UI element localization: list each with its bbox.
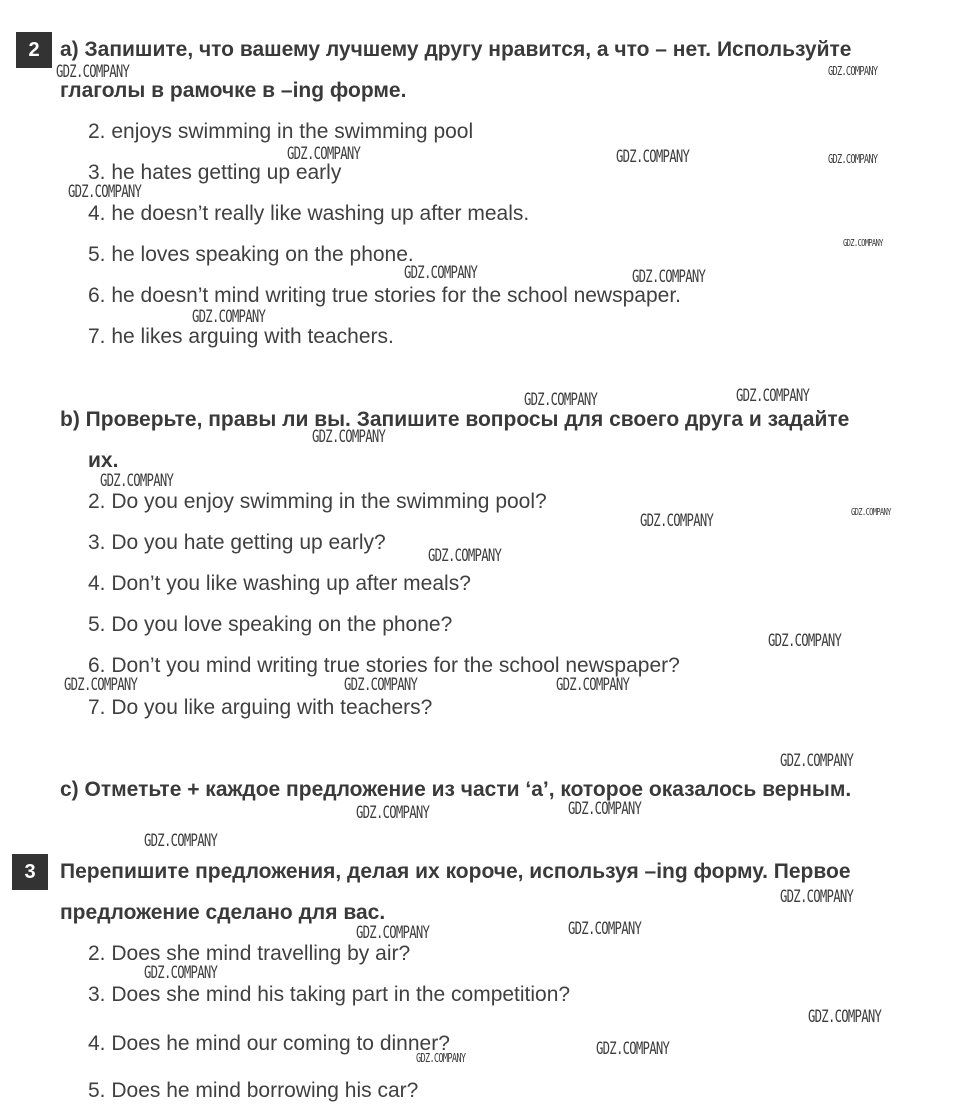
- list-item: 4. Does he mind our coming to dinner?: [88, 1032, 450, 1055]
- exercise-2a-heading: a) Запишите, что вашему лучшему другу нравится, а что – нет. Используйте: [60, 38, 852, 61]
- list-item: 2. enjoys swimming in the swimming pool: [88, 120, 474, 143]
- exercise-2b-heading: b) Проверьте, правы ли вы. Запишите вопросы для своего друга и задайте: [60, 408, 850, 431]
- watermark: GDZ.COMPANY: [100, 471, 174, 491]
- list-item: 5. he loves speaking on the phone.: [88, 243, 414, 266]
- watermark: GDZ.COMPANY: [428, 546, 502, 566]
- watermark: GDZ.COMPANY: [192, 307, 266, 327]
- watermark: GDZ.COMPANY: [144, 963, 218, 983]
- list-item: 2. Do you enjoy swimming in the swimming pool?: [88, 490, 547, 513]
- exercise-number-badge: 3: [12, 854, 48, 890]
- watermark: GDZ.COMPANY: [828, 152, 878, 166]
- watermark: GDZ.COMPANY: [736, 386, 810, 406]
- list-item: 7. Do you like arguing with teachers?: [88, 696, 433, 719]
- exercise-3-heading: Перепишите предложения, делая их короче, используя –ing форму. Первое: [60, 860, 851, 883]
- exercise-2a-heading: глаголы в рамочке в –ing форме.: [60, 79, 407, 102]
- list-item: 4. Don’t you like washing up after meals?: [88, 572, 471, 595]
- watermark: GDZ.COMPANY: [780, 887, 854, 907]
- exercise-2c-heading: c) Отметьте + каждое предложение из части ‘a’, которое оказалось верным.: [60, 778, 852, 801]
- list-item: 3. Does she mind his taking part in the competition?: [88, 983, 571, 1006]
- watermark: GDZ.COMPANY: [780, 751, 854, 771]
- watermark: GDZ.COMPANY: [632, 267, 706, 287]
- watermark: GDZ.COMPANY: [640, 511, 714, 531]
- list-item: 6. he doesn’t mind writing true stories for the school newspaper.: [88, 284, 681, 307]
- watermark: GDZ.COMPANY: [404, 263, 478, 283]
- watermark: GDZ.COMPANY: [843, 238, 883, 249]
- watermark: GDZ.COMPANY: [568, 799, 642, 819]
- watermark: GDZ.COMPANY: [68, 182, 142, 202]
- list-item: 4. he doesn’t really like washing up after meals.: [88, 202, 530, 225]
- watermark: GDZ.COMPANY: [828, 64, 878, 78]
- watermark: GDZ.COMPANY: [596, 1039, 670, 1059]
- list-item: 7. he likes arguing with teachers.: [88, 325, 394, 348]
- watermark: GDZ.COMPANY: [356, 923, 430, 943]
- list-item: 6. Don’t you mind writing true stories for the school newspaper?: [88, 654, 680, 677]
- watermark: GDZ.COMPANY: [524, 390, 598, 410]
- watermark: GDZ.COMPANY: [768, 631, 842, 651]
- watermark: GDZ.COMPANY: [556, 675, 630, 695]
- watermark: GDZ.COMPANY: [287, 144, 361, 164]
- exercise-2b-heading: их.: [88, 449, 119, 472]
- exercise-3-heading: предложение сделано для вас.: [60, 901, 386, 924]
- list-item: 3. Do you hate getting up early?: [88, 531, 386, 554]
- list-item: 5. Does he mind borrowing his car?: [88, 1079, 419, 1102]
- watermark: GDZ.COMPANY: [56, 62, 130, 82]
- list-item: 3. he hates getting up early: [88, 161, 342, 184]
- list-item: 2. Does she mind travelling by air?: [88, 942, 411, 965]
- watermark: GDZ.COMPANY: [344, 675, 418, 695]
- watermark: GDZ.COMPANY: [312, 427, 386, 447]
- exercise-number-badge: 2: [16, 32, 52, 68]
- watermark: GDZ.COMPANY: [356, 803, 430, 823]
- watermark: GDZ.COMPANY: [144, 831, 218, 851]
- watermark: GDZ.COMPANY: [808, 1007, 882, 1027]
- watermark: GDZ.COMPANY: [64, 675, 138, 695]
- watermark: GDZ.COMPANY: [851, 507, 891, 518]
- watermark: GDZ.COMPANY: [616, 147, 690, 167]
- watermark: GDZ.COMPANY: [568, 919, 642, 939]
- watermark: GDZ.COMPANY: [416, 1051, 466, 1065]
- list-item: 5. Do you love speaking on the phone?: [88, 613, 453, 636]
